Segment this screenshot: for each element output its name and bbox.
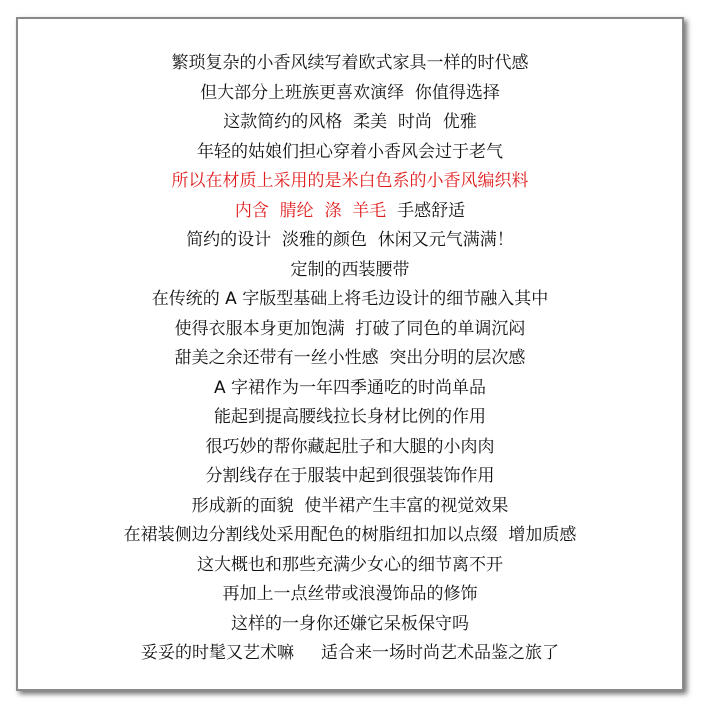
- text-line: 再加上一点丝带或浪漫饰品的修饰: [222, 584, 478, 604]
- highlight-text-line: 所以在材质上采用的是米白色系的小香风编织料: [171, 171, 529, 191]
- text-line: A 字裙作为一年四季通吃的时尚单品: [213, 377, 487, 398]
- comfort-text: 手感舒适: [397, 200, 466, 221]
- text-line: 年轻的姑娘们担心穿着小香风会过于老气: [197, 141, 503, 162]
- text-card: [16, 17, 684, 691]
- text-line: 在传统的 A 字版型基础上将毛边设计的细节融入其中: [151, 289, 549, 309]
- text-line: 很巧妙的帮你藏起肚子和大腿的小肉肉: [205, 436, 495, 457]
- text-line: 能起到提高腰线拉长身材比例的作用: [214, 407, 486, 427]
- material-gap: [386, 201, 397, 221]
- text-line: 妥妥的时髦又艺术嘛 适合来一场时尚艺术品鉴之旅了: [140, 643, 560, 663]
- text-line: 简约的设计 淡雅的颜色 休闲又元气满满！: [186, 230, 514, 250]
- text-line: 使得衣服本身更加饱满 打破了同色的单调沉闷: [174, 318, 526, 339]
- text-block: [18, 49, 682, 669]
- text-line: 这样的一身你还嫌它呆板保守吗: [231, 613, 469, 634]
- text-line: 这款简约的风格 柔美 时尚 优雅: [223, 112, 477, 132]
- text-line: 但大部分上班族更喜欢演绎 你值得选择: [200, 82, 500, 103]
- text-line: 分割线存在于服装中起到很强装饰作用: [205, 466, 495, 486]
- text-line: 繁琐复杂的小香风续写着欧式家具一样的时代感: [171, 53, 529, 73]
- text-line: 定制的西装腰带: [290, 259, 410, 280]
- material-line: [18, 197, 682, 227]
- text-line: 这大概也和那些充满少女心的细节离不开: [197, 554, 503, 575]
- text-line: 在裙装侧边分割线处采用配色的树脂纽扣加以点缀 增加质感: [123, 525, 577, 545]
- material-list: 内含 腈纶 涤 羊毛: [234, 200, 387, 221]
- text-line: 形成新的面貌 使半裙产生丰富的视觉效果: [191, 495, 509, 516]
- text-line: 甜美之余还带有一丝小性感 突出分明的层次感: [174, 348, 526, 368]
